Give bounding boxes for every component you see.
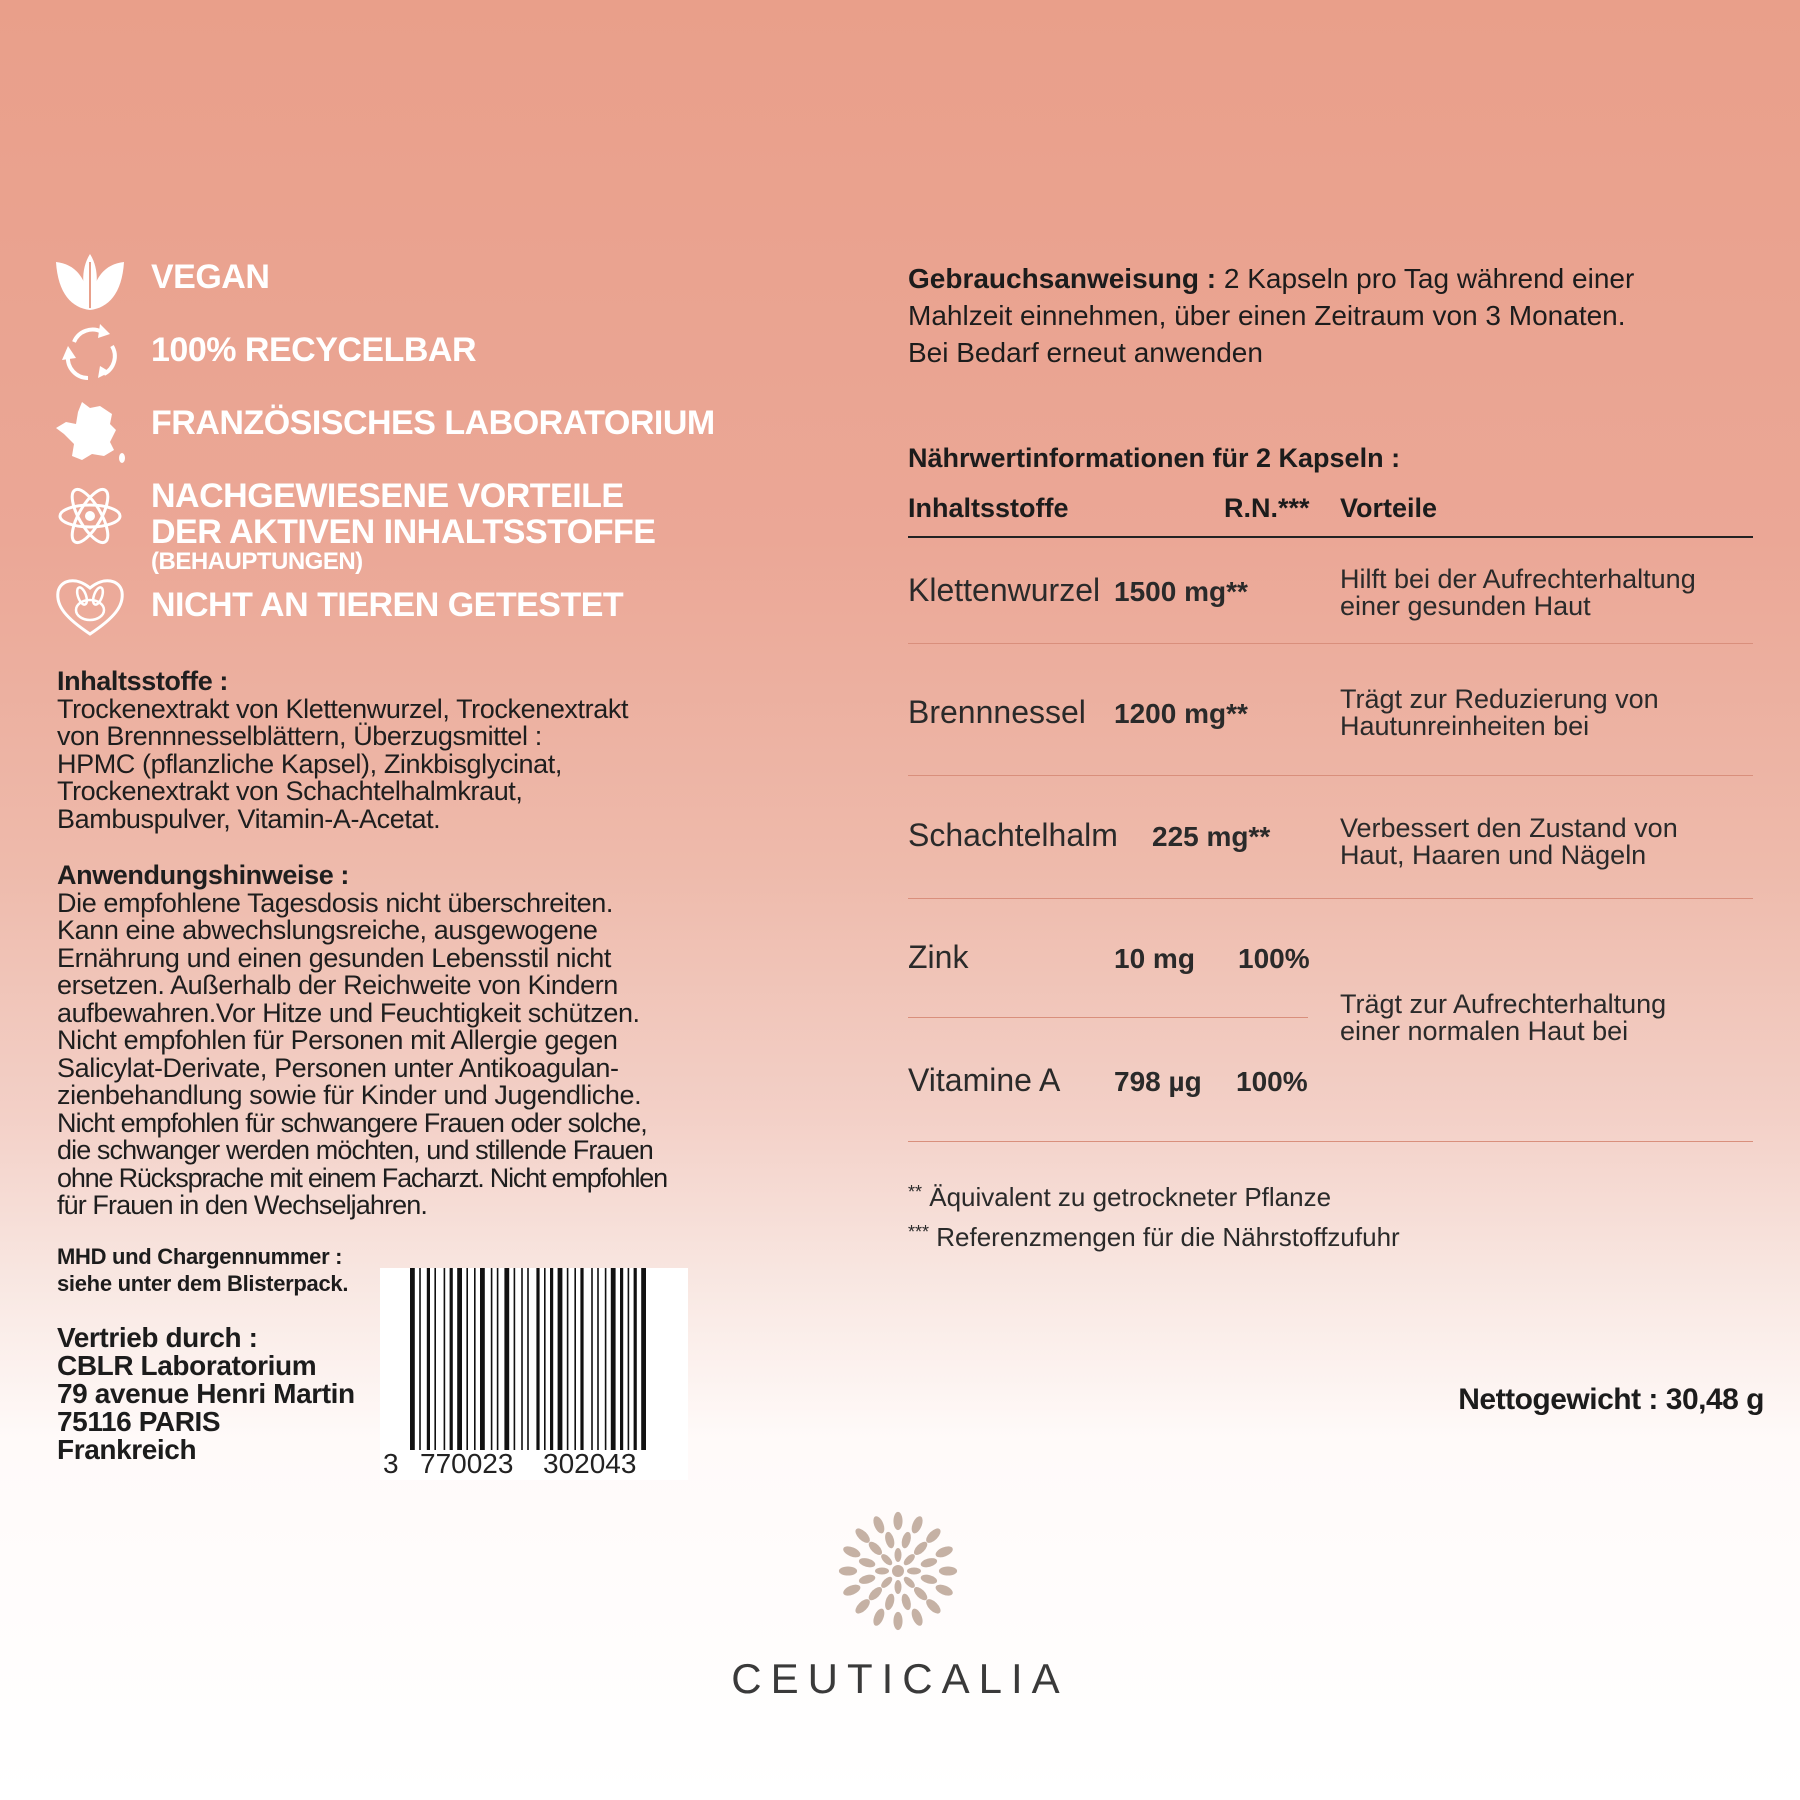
usage-instructions	[908, 260, 1748, 371]
header-benefits: Vorteile	[1340, 493, 1438, 523]
france-map-icon	[52, 400, 128, 464]
badge-french-lab: FRANZÖSISCHES LABORATORIUM	[151, 404, 715, 442]
row-divider	[908, 898, 1753, 899]
usage-text-3: Bei Bedarf erneut anwenden	[908, 337, 1263, 368]
leaf-icon	[52, 250, 128, 314]
distributor-line: Frankreich	[57, 1434, 197, 1465]
atom-icon	[52, 484, 128, 548]
batch-note-line: siehe unter dem Blisterpack.	[57, 1271, 349, 1296]
instructions-line: Die empfohlene Tagesdosis nicht überschreiten.	[57, 887, 613, 918]
barcode-group-1: 770023	[420, 1448, 514, 1479]
barcode-group-2: 302043	[543, 1448, 637, 1479]
row-divider	[908, 643, 1753, 644]
row-benefit-burdock	[1340, 566, 1760, 620]
benefit-line: Trägt zur Reduzierung von	[1340, 684, 1659, 714]
instructions-line: Salicylat-Derivate, Personen unter Antikoagulan-	[57, 1052, 619, 1083]
ingredients-heading: Inhaltsstoffe :	[57, 666, 229, 696]
distributor-line: Vertrieb durch :	[57, 1322, 258, 1353]
instructions-line: Nicht empfohlen für schwangere Frauen oder solche,	[57, 1107, 647, 1138]
ingredients-line: HPMC (pflanzliche Kapsel), Zinkbisglycinat,	[57, 748, 562, 779]
row-name-nettle: Brennnessel	[908, 694, 1086, 730]
badge-proven-benefits	[151, 478, 655, 574]
brand-name: CEUTICALIA	[731, 1655, 1069, 1702]
ingredients-line: Trockenextrakt von Schachtelhalmkraut,	[57, 776, 523, 806]
nutrition-title: Nährwertinformationen für 2 Kapseln :	[908, 443, 1401, 473]
footnote-text: Referenzmengen für die Nährstoffzufuhr	[936, 1222, 1400, 1252]
benefit-line: Hautunreinheiten bei	[1340, 711, 1590, 741]
distributor-address	[57, 1324, 355, 1464]
benefit-line: Trägt zur Aufrechterhaltung	[1340, 989, 1667, 1019]
instructions-line: aufbewahren.Vor Hitze und Feuchtigkeit schützen.	[57, 997, 640, 1028]
instructions-heading: Anwendungshinweise :	[57, 860, 350, 890]
batch-note	[57, 1243, 348, 1297]
ingredients-line: von Brennnesselblättern, Überzugsmittel :	[57, 721, 542, 751]
header-rule	[908, 536, 1753, 538]
row-amount-burdock: 1500 mg**	[1114, 576, 1248, 607]
instructions-line: Nicht empfohlen für Personen mit Allergie gegen	[57, 1025, 618, 1055]
cruelty-free-rabbit-icon	[52, 574, 128, 638]
barcode-digit-first: 3	[383, 1448, 399, 1479]
row-name-vitamin-a: Vitamine A	[908, 1062, 1061, 1098]
barcode	[380, 1268, 688, 1480]
header-ingredients: Inhaltsstoffe	[908, 493, 1069, 523]
badge-vegan: VEGAN	[151, 258, 270, 296]
benefit-line: einer normalen Haut bei	[1340, 1016, 1629, 1046]
row-divider	[908, 775, 1753, 776]
row-benefit-nettle	[1340, 686, 1760, 740]
row-amount-zinc: 10 mg	[1114, 943, 1195, 974]
footnote-equivalent	[908, 1182, 1331, 1213]
badge-proven-line2: DER AKTIVEN INHALTSSTOFFE	[151, 513, 656, 551]
instructions-line: Kann eine abwechslungsreiche, ausgewogene	[57, 915, 598, 945]
badge-proven-line1: NACHGEWIESENE VORTEILE	[151, 477, 624, 515]
shared-benefit-zinc-vitamin-a	[1340, 991, 1760, 1045]
distributor-line: 79 avenue Henri Martin	[57, 1378, 355, 1409]
footnote-text: Äquivalent zu getrockneter Pflanze	[929, 1182, 1332, 1212]
instructions-line: zienbehandlung sowie für Kinder und Jugendliche.	[57, 1080, 642, 1110]
row-benefit-horsetail	[1340, 815, 1760, 869]
row-name-burdock: Klettenwurzel	[908, 572, 1101, 608]
row-amount-vitamin-a: 798 µg	[1114, 1066, 1202, 1097]
row-name-horsetail: Schachtelhalm	[908, 817, 1118, 853]
instructions-line: ersetzen. Außerhalb der Reichweite von Kindern	[57, 970, 618, 1000]
usage-text-1: 2 Kapseln pro Tag während einer	[1216, 263, 1635, 294]
instructions-line: ohne Rücksprache mit einem Facharzt. Nicht empfohlen	[57, 1162, 667, 1193]
benefit-line: Haut, Haaren und Nägeln	[1340, 840, 1647, 870]
row-divider	[908, 1017, 1308, 1018]
badge-recyclable: 100% RECYCELBAR	[151, 331, 477, 369]
benefit-line: Verbessert den Zustand von	[1340, 813, 1678, 843]
usage-label: Gebrauchsanweisung :	[908, 263, 1217, 294]
table-bottom-rule	[908, 1141, 1753, 1142]
row-rn-vitamin-a: 100%	[1236, 1066, 1308, 1097]
row-amount-nettle: 1200 mg**	[1114, 698, 1248, 729]
instructions-line: die schwanger werden möchten, und stillende Frauen	[57, 1135, 653, 1165]
row-amount-horsetail: 225 mg**	[1152, 821, 1271, 852]
badge-proven-sub: (BEHAUPTUNGEN)	[151, 548, 363, 575]
footnote-mark: **	[908, 1182, 923, 1202]
footnote-reference	[908, 1222, 1400, 1253]
distributor-line: 75116 PARIS	[57, 1406, 221, 1437]
recycle-icon	[52, 320, 128, 384]
instructions-section	[57, 862, 697, 1220]
ingredients-line: Trockenextrakt von Klettenwurzel, Trockenextrakt	[57, 693, 629, 724]
instructions-line: für Frauen in den Wechseljahren.	[57, 1190, 427, 1220]
mandala-flower-icon	[835, 1508, 961, 1634]
ingredients-line: Bambuspulver, Vitamin-A-Acetat.	[57, 803, 441, 834]
instructions-line: Ernährung und einen gesunden Lebensstil nicht	[57, 942, 611, 973]
net-weight: Nettogewicht : 30,48 g	[1458, 1383, 1764, 1416]
benefit-line: Hilft bei der Aufrechterhaltung	[1340, 564, 1696, 594]
badge-not-tested: NICHT AN TIEREN GETESTET	[151, 586, 624, 624]
distributor-line: CBLR Laboratorium	[57, 1350, 317, 1381]
benefit-line: einer gesunden Haut	[1340, 591, 1591, 621]
footnote-mark: ***	[908, 1222, 930, 1242]
ingredients-section	[57, 668, 697, 833]
header-rn: R.N.***	[1224, 493, 1310, 523]
batch-note-line: MHD und Chargennummer :	[57, 1244, 343, 1269]
row-rn-zinc: 100%	[1238, 943, 1310, 974]
usage-text-2: Mahlzeit einnehmen, über einen Zeitraum von 3 Monaten.	[908, 300, 1626, 331]
row-name-zinc: Zink	[908, 939, 969, 975]
